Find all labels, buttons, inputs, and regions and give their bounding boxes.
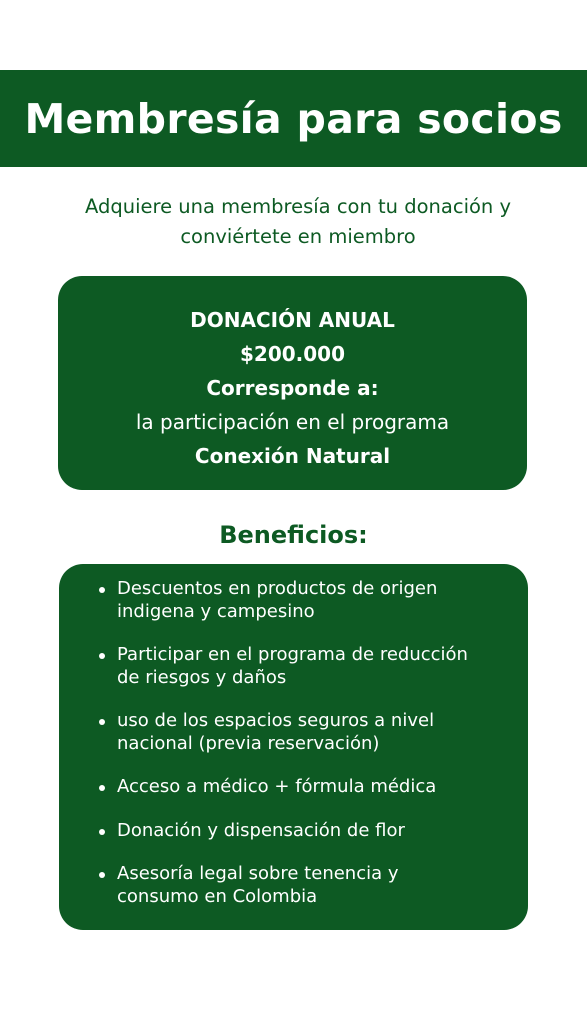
donation-corresponds: Corresponde a:: [206, 376, 379, 400]
benefit-item: [99, 578, 514, 623]
bullet-icon: [99, 829, 105, 835]
donation-description: la participación en el programa: [135, 410, 450, 434]
benefit-line-1: Donación y dispensación de flor: [117, 819, 405, 841]
benefit-line-2: nacional (previa reservación): [117, 732, 380, 754]
donation-program: Conexión Natural: [194, 444, 391, 468]
benefit-item: [99, 863, 514, 908]
benefit-line-1: Descuentos en productos de origen: [117, 578, 438, 599]
benefit-line-2: indigena y campesino: [117, 600, 315, 622]
bullet-icon: [99, 587, 105, 593]
benefit-item: [99, 710, 514, 755]
benefit-line-1: Acceso a médico + fórmula médica: [117, 776, 437, 797]
benefits-heading: Beneficios:: [219, 521, 368, 549]
subtitle-line-1: Adquiere una membresía con tu donación y: [84, 195, 512, 218]
benefit-item: [99, 776, 514, 799]
donation-heading: DONACIÓN ANUAL: [190, 308, 395, 332]
benefit-item: [99, 820, 514, 843]
bullet-icon: [99, 872, 105, 878]
benefit-line-2: consumo en Colombia: [117, 885, 318, 907]
benefit-line-2: de riesgos y daños: [117, 666, 287, 688]
bullet-icon: [99, 785, 105, 791]
title-banner: [0, 70, 587, 167]
benefits-list: [99, 578, 514, 908]
benefit-line-1: Asesoría legal sobre tenencia y: [117, 863, 399, 884]
subtitle: [30, 192, 566, 252]
donation-amount: $200.000: [239, 342, 345, 366]
subtitle-line-2: conviértete en miembro: [180, 225, 416, 248]
bullet-icon: [99, 653, 105, 659]
donation-card: [58, 276, 527, 490]
benefit-line-1: uso de los espacios seguros a nivel: [117, 710, 435, 731]
page-title: Membresía para socios: [24, 94, 563, 143]
benefit-line-1: Participar en el programa de reducción: [117, 644, 468, 665]
benefits-card: [59, 564, 528, 930]
benefit-item: [99, 644, 514, 689]
bullet-icon: [99, 719, 105, 725]
